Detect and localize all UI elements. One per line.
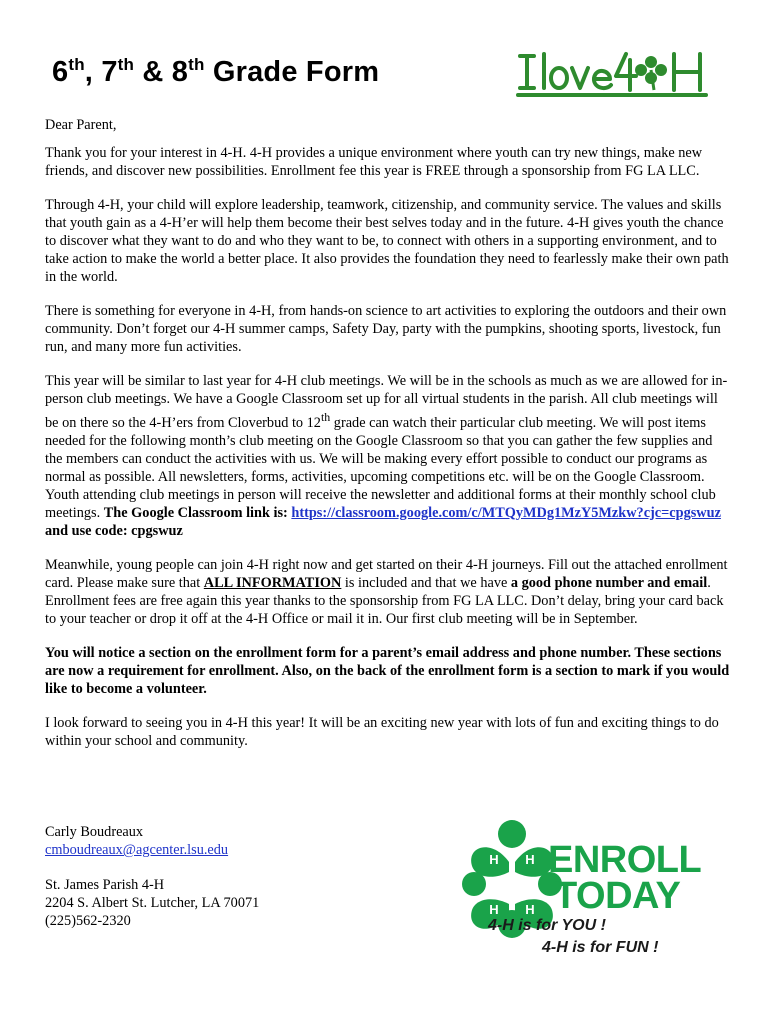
for-you-slogan: 4-H is for YOU ! — [488, 917, 606, 934]
clover-h-label: H — [489, 852, 499, 867]
office-name: St. James Parish 4-H — [45, 877, 165, 893]
paragraph-enrollment — [45, 556, 730, 628]
grade-superscript: th — [320, 410, 331, 424]
paragraph-notice — [45, 644, 730, 698]
enroll-today-graphic — [462, 818, 712, 960]
office-phone: (225)562-2320 — [45, 913, 131, 929]
paragraph-activities: There is something for everyone in 4-H, from hands-on science to art activities to exploring the outdoors and their own community. Don’t forget our 4-H summer camps, Safety Day, party with the pumpkins, shooting sports, livestock, fun run, and many more fun activities. — [45, 303, 727, 355]
office-street: 2204 S. Albert St. Lutcher, LA 70071 — [45, 895, 260, 911]
paragraph-club-meetings — [45, 372, 730, 540]
paragraph-values: Through 4-H, your child will explore leadership, teamwork, citizenship, and community service. The values and skills that youth gain as a 4-H’er will help them become their best selves today and in the future. 4-H gives youth the chance to discover what they want to do and who they want to be, to connect with others in a supporting environment, and to take action to make the world a better place. It also provides the foundation they need to fearlessly make their own path in the world. — [45, 197, 729, 285]
classroom-code: and use code: cpgswuz — [45, 522, 183, 539]
today-heading: TODAY — [554, 875, 681, 917]
i-love-4h-logo — [514, 48, 710, 100]
letter-body — [45, 116, 730, 766]
enroll-text-start: Meanwhile, young people can join 4-H right now and get started on their 4-H journeys. Fill out the attached enrollment card. Please make sure that — [45, 556, 728, 591]
clover-h-label: H — [489, 902, 499, 917]
classroom-link-label: The Google Classroom link is: — [103, 504, 288, 521]
signer-email-link[interactable]: cmboudreaux@agcenter.lsu.edu — [45, 842, 229, 858]
title-grade-6: 6 — [52, 56, 69, 88]
salutation: Dear Parent, — [45, 117, 117, 133]
title-rest: Grade Form — [204, 56, 380, 88]
paragraph-intro: Thank you for your interest in 4-H. 4-H provides a unique environment where youth can try new things, make new friends, and discover new possibilities. Enrollment fee this year is FREE through a sponsorship from FG LA LLC. — [45, 145, 703, 179]
club-text-start: This year will be similar to last year for 4-H club meetings. We will be in the schools as much as we are allowed for in-person club meetings. We have a Google Classroom set up for all virtual students in the parish. All club meetings will be on there so the 4-H’ers from Cloverbud to 12 — [45, 373, 728, 431]
title-separator: & — [134, 56, 172, 88]
clover-h-label: H — [525, 852, 535, 867]
phone-email-emphasis: a good phone number and email — [510, 574, 708, 591]
enroll-text-end: . Enrollment fees are free again this year thanks to the sponsorship from FG LA LLC. Don’t delay, bring your card back to your teacher or drop it off at the 4-H Office or mail it in. Our first club meeting will be in September. — [45, 574, 724, 627]
title-sup-8: th — [188, 55, 205, 74]
title-sup-6: th — [68, 55, 85, 74]
google-classroom-link[interactable]: https://classroom.google.com/c/MTQyMDg1MzY5Mzkw?cjc=cpgswuz — [291, 504, 721, 521]
signature-block — [45, 823, 365, 930]
title-separator: , — [84, 56, 102, 88]
for-fun-slogan: 4-H is for FUN ! — [542, 939, 659, 956]
page-title — [52, 56, 379, 89]
enroll-heading: ENROLL — [548, 839, 702, 881]
notice-bold-text: You will notice a section on the enrollment form for a parent’s email address and phone number. These sections are now a requirement for enrollment. Also, on the back of the enrollment form is a section to mark if you would like to become a volunteer. — [45, 644, 730, 697]
paragraph-closing: I look forward to seeing you in 4-H this year! It will be an exciting new year with lots of fun and exciting things to do within your school and community. — [45, 714, 719, 749]
all-information-emphasis: ALL INFORMATION — [203, 574, 342, 591]
title-grade-7: 7 — [101, 56, 118, 88]
club-text-main: grade can watch their particular club meeting. We will post items needed for the following month’s club meeting on the Google Classroom so that you can gather the few supplies and the members can conduct the activities with us. We will be making every effort possible to conduct our programs as normal as possible. All newsletters, forms, activities, upcoming competitions etc. will be on the Google Classroom. Youth attending club meetings in person will receive the newsletter and additional forms at their monthly school club meetings. — [45, 414, 716, 521]
title-grade-8: 8 — [171, 56, 189, 88]
enroll-text-mid: is included and that we have — [341, 574, 511, 591]
clover-h-label: H — [525, 902, 535, 917]
title-sup-7: th — [117, 55, 135, 74]
signer-name: Carly Boudreaux — [45, 824, 144, 840]
